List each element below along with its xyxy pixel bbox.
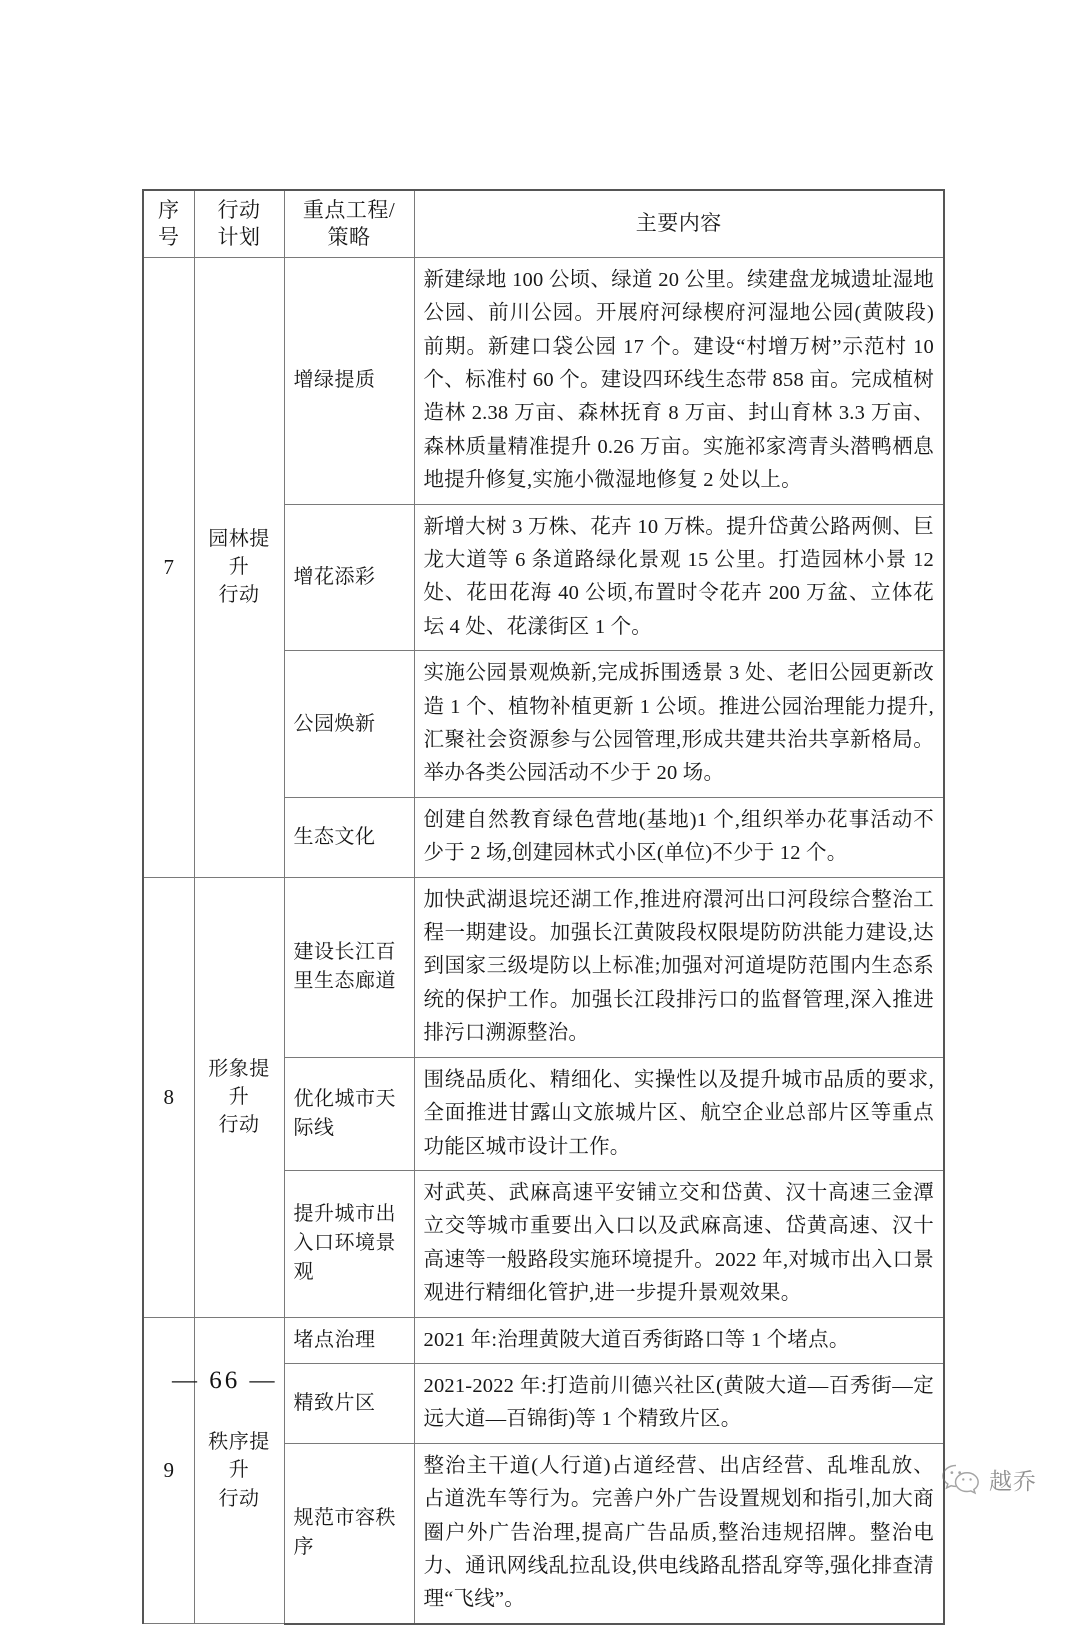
- cell-content: 新增大树 3 万株、花卉 10 万株。提升岱黄公路两侧、巨龙大道等 6 条道路绿化景观 15 公里。打造园林小景 12 处、花田花海 40 公顷,布置时令花卉 200 万盆、立体花坛 4 处、花漾街区 1 个。: [414, 504, 944, 651]
- cell-content: 2021 年:治理黄陂大道百秀街路口等 1 个堵点。: [414, 1317, 944, 1363]
- watermark: [940, 1462, 1037, 1496]
- cell-content: 加快武湖退垸还湖工作,推进府澴河出口河段综合整治工程一期建设。加强长江黄陂段权限堤防防洪能力建设,达到国家三级堤防以上标准;加强对河道堤防范围内生态系统的保护工作。加强长江段排污口的监督管理,深入推进排污口溯源整治。: [414, 877, 944, 1057]
- header-cell-plan: [194, 190, 284, 257]
- header-project-line1: 重点工程/: [302, 198, 396, 222]
- cell-content: 整治主干道(人行道)占道经营、出店经营、乱堆乱放、占道洗车等行为。完善户外广告设置规划和指引,加大商圈户外广告治理,提高广告品质,整治违规招牌。整治电力、通讯网线乱拉乱设,供电线路乱搭乱穿等,强化排查清理“飞线”。: [414, 1443, 944, 1624]
- plan-line1: 秩序提升: [208, 1430, 270, 1482]
- cell-seq-8: 8: [143, 877, 194, 1317]
- plan-line1: 形象提升: [208, 1057, 270, 1108]
- table-row: [143, 257, 944, 504]
- plan-line2: 行动: [218, 1487, 260, 1510]
- plan-line1: 园林提升: [208, 527, 270, 578]
- cell-plan-9: [194, 1317, 284, 1624]
- cell-project: 公园焕新: [284, 651, 414, 798]
- cell-seq-7: 7: [143, 257, 194, 877]
- table-row: [143, 877, 944, 1057]
- cell-project: 规范市容秩序: [284, 1443, 414, 1624]
- cell-content: 实施公园景观焕新,完成拆围透景 3 处、老旧公园更新改造 1 个、植物补植更新 1 公顷。推进公园治理能力提升,汇聚社会资源参与公园管理,形成共建共治共享新格局。举办各类公园活动不少于 20 场。: [414, 651, 944, 798]
- cell-content: 对武英、武麻高速平安铺立交和岱黄、汉十高速三金潭立交等城市重要出入口以及武麻高速、岱黄高速、汉十高速等一般路段实施环境提升。2022 年,对城市出入口景观进行精细化管护,进一步提升景观效果。: [414, 1170, 944, 1317]
- wechat-icon: [940, 1462, 982, 1496]
- cell-content: 2021-2022 年:打造前川德兴社区(黄陂大道—百秀街—定远大道—百锦街)等 1 个精致片区。: [414, 1363, 944, 1443]
- plan-line2: 行动: [218, 1114, 260, 1137]
- table-header-row: [143, 190, 944, 257]
- watermark-text: 越乔: [989, 1468, 1037, 1494]
- header-plan-line2: 计划: [217, 224, 261, 249]
- cell-project: 增花添彩: [284, 504, 414, 651]
- table-row: [143, 1317, 944, 1363]
- plan-line2: 行动: [218, 584, 260, 607]
- cell-project: 建设长江百里生态廊道: [284, 877, 414, 1057]
- cell-project: 优化城市天际线: [284, 1057, 414, 1170]
- cell-content: 围绕品质化、精细化、实操性以及提升城市品质的要求,全面推进甘露山文旅城片区、航空企业总部片区等重点功能区城市设计工作。: [414, 1057, 944, 1170]
- header-project-line2: 策略: [327, 224, 371, 249]
- cell-project: 增绿提质: [284, 257, 414, 504]
- cell-project: 堵点治理: [284, 1317, 414, 1363]
- page-number: — 66 —: [172, 1367, 278, 1394]
- cell-project: 生态文化: [284, 797, 414, 877]
- cell-project: 精致片区: [284, 1363, 414, 1443]
- cell-project: 提升城市出入口环境景观: [284, 1170, 414, 1317]
- cell-seq-9: 9: [143, 1317, 194, 1624]
- header-cell-seq: 序号: [143, 190, 194, 257]
- header-cell-project: [284, 190, 414, 257]
- header-cell-content: 主要内容: [414, 190, 944, 257]
- cell-content: 创建自然教育绿色营地(基地)1 个,组织举办花事活动不少于 2 场,创建园林式小区(单位)不少于 12 个。: [414, 797, 944, 877]
- action-plan-table: [142, 189, 945, 1625]
- cell-content: 新建绿地 100 公顷、绿道 20 公里。续建盘龙城遗址湿地公园、前川公园。开展府河绿楔府河湿地公园(黄陂段)前期。新建口袋公园 17 个。建设“村增万树”示范村 10 个、标准村 60 个。建设四环线生态带 858 亩。完成植树造林 2.38 万亩、森林抚育 8 万亩、封山育林 3.3 万亩、森林质量精准提升 0.26 万亩。实施祁家湾青头潜鸭栖息地提升修复,实施小微湿地修复 2 处以上。: [414, 257, 944, 504]
- cell-plan-7: [194, 257, 284, 877]
- cell-plan-8: [194, 877, 284, 1317]
- header-plan-line1: 行动: [217, 198, 261, 222]
